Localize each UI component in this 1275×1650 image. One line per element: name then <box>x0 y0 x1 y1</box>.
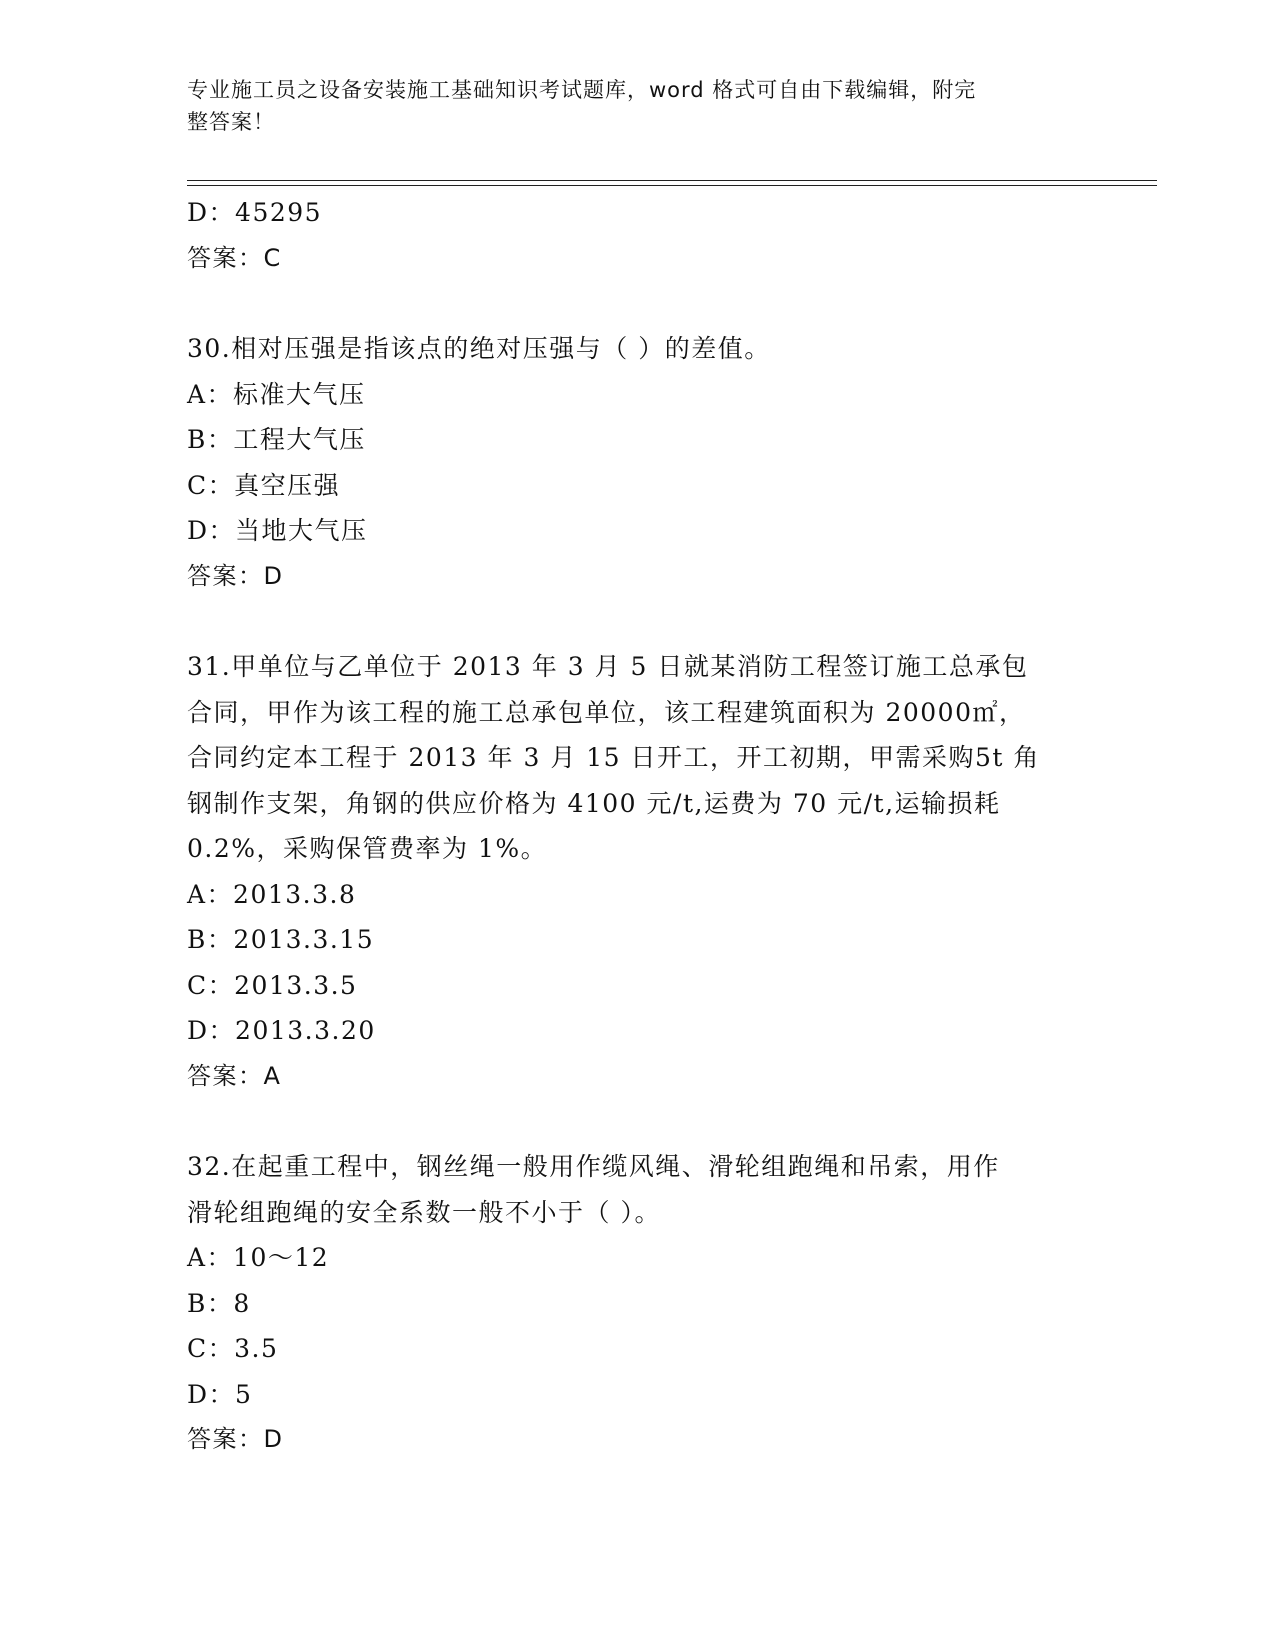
question-29-tail <box>187 190 1087 281</box>
option-d: D：当地大气压 <box>187 516 368 545</box>
question-stem-line: 滑轮组跑绳的安全系数一般不小于（ ）。 <box>187 1197 661 1227</box>
answer: 答案：C <box>187 243 282 272</box>
option-a: A：标准大气压 <box>187 379 366 409</box>
question-list <box>187 190 1087 1463</box>
header-rule-bottom <box>187 185 1157 186</box>
option-c: C：2013.3.5 <box>187 970 358 1000</box>
answer: 答案：D <box>187 561 284 590</box>
option-c: C：真空压强 <box>187 470 341 500</box>
option-d: D：5 <box>187 1379 253 1409</box>
header-line-2: 整答案！ <box>187 110 275 134</box>
option-b: B：工程大气压 <box>187 425 366 454</box>
option-a: A：10～12 <box>187 1243 330 1272</box>
option-c: C：3.5 <box>187 1334 279 1363</box>
answer: 答案：A <box>187 1061 282 1090</box>
question-32 <box>187 1144 1087 1463</box>
option-b: B：2013.3.15 <box>187 925 375 954</box>
option-b: B：8 <box>187 1288 251 1318</box>
answer: 答案：D <box>187 1425 284 1453</box>
question-stem: 30.相对压强是指该点的绝对压强与（ ）的差值。 <box>187 334 771 363</box>
question-stem-line: 合同约定本工程于 2013 年 3 月 15 日开工，开工初期，甲需采购5t 角 <box>187 743 1040 772</box>
question-stem-line: 合同，甲作为该工程的施工总承包单位，该工程建筑面积为 20000㎡， <box>187 697 1026 727</box>
option-d: D：45295 <box>187 198 323 227</box>
question-31 <box>187 644 1087 1099</box>
header-line-1: 专业施工员之设备安装施工基础知识考试题库，word 格式可自由下载编辑，附完 <box>187 78 977 102</box>
option-d: D：2013.3.20 <box>187 1016 376 1045</box>
question-stem-line: 钢制作支架，角钢的供应价格为 4100 元/t,运费为 70 元/t,运输损耗 <box>187 788 1001 818</box>
question-30 <box>187 326 1087 599</box>
header-rule-top <box>187 180 1157 181</box>
document-header <box>187 74 1087 138</box>
option-a: A：2013.3.8 <box>187 879 357 909</box>
question-stem-line: 0.2%，采购保管费率为 1%。 <box>187 834 548 863</box>
question-stem-line: 32.在起重工程中，钢丝绳一般用作缆风绳、滑轮组跑绳和吊索，用作 <box>187 1152 1000 1181</box>
question-stem-line: 31.甲单位与乙单位于 2013 年 3 月 5 日就某消防工程签订施工总承包 <box>187 652 1029 681</box>
